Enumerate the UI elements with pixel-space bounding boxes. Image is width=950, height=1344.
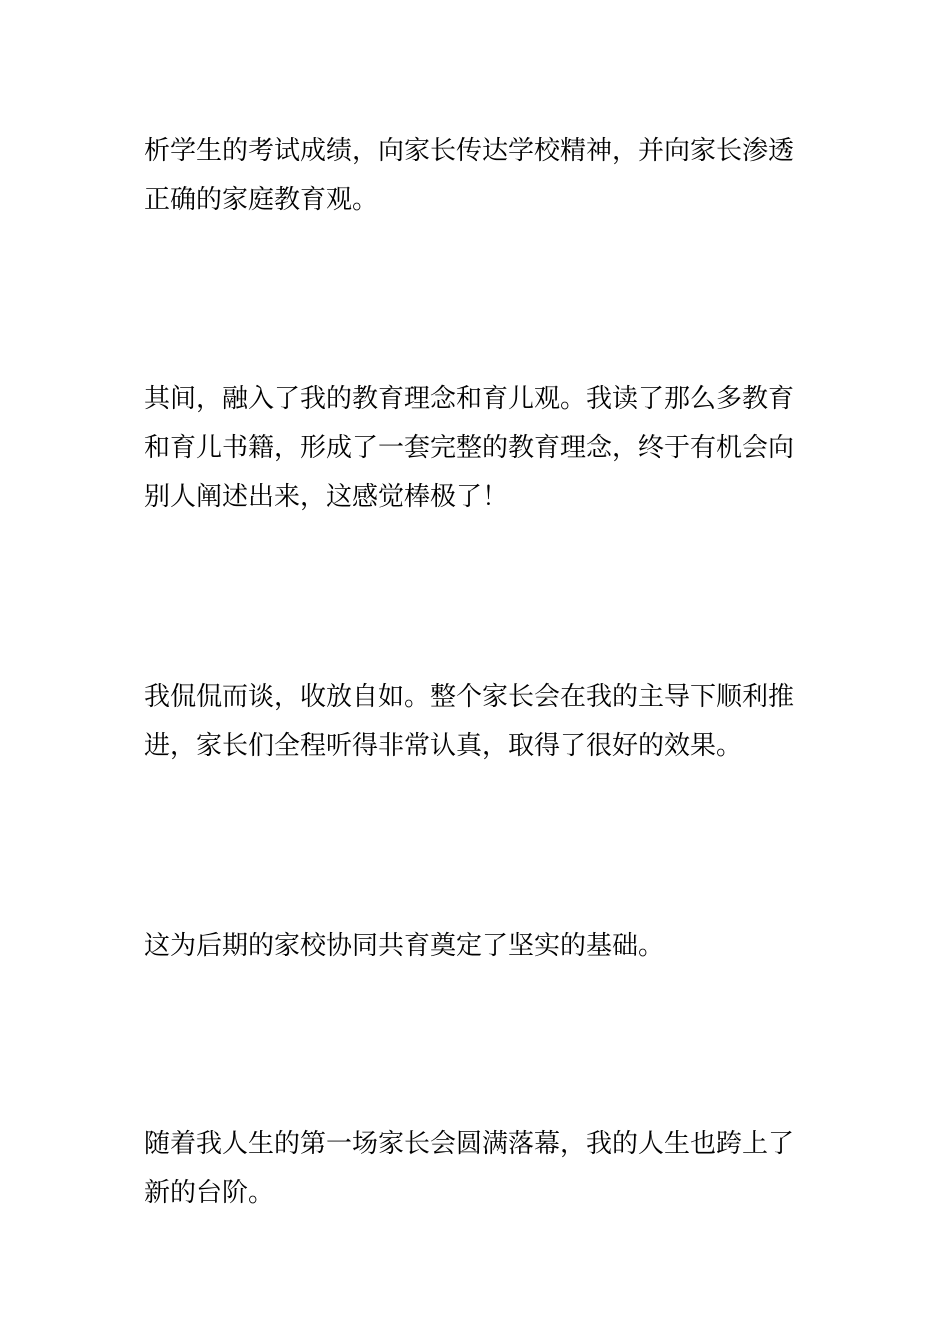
- paragraph-3: 我侃侃而谈，收放自如。整个家长会在我的主导下顺利推进，家长们全程听得非常认真，取得了很好的效果。: [144, 682, 795, 761]
- paragraph-4: 这为后期的家校协同共育奠定了坚实的基础。: [144, 931, 665, 961]
- paragraph-1: 析学生的考试成绩，向家长传达学校精神，并向家长渗透正确的家庭教育观。: [144, 136, 795, 215]
- paragraph-5: 随着我人生的第一场家长会圆满落幕，我的人生也跨上了新的台阶。: [144, 1129, 795, 1208]
- paragraph-2: 其间，融入了我的教育理念和育儿观。我读了那么多教育和育儿书籍，形成了一套完整的教育理念，终于有机会向别人阐述出来，这感觉棒极了！: [144, 384, 795, 512]
